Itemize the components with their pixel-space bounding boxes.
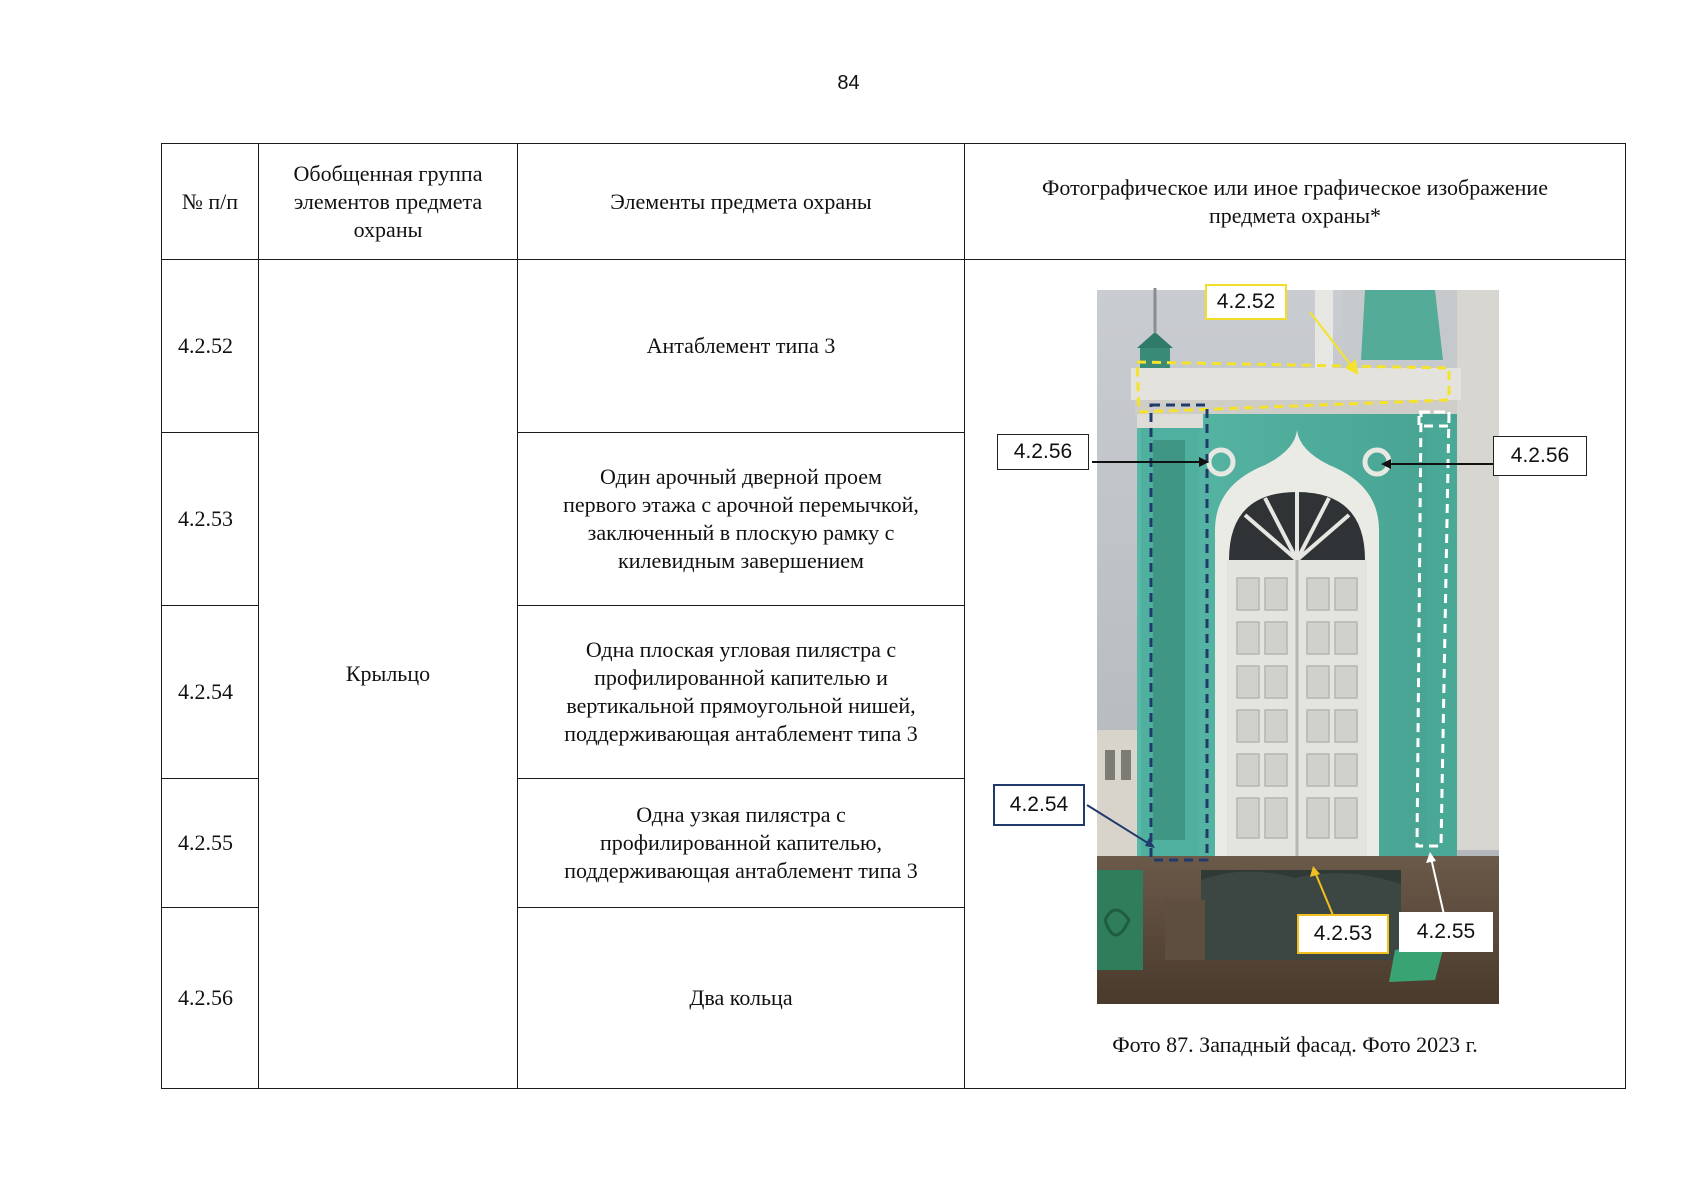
photo-caption: Фото 87. Западный фасад. Фото 2023 г. (1112, 1032, 1478, 1057)
page-number: 84 (837, 72, 860, 94)
element-description: Антаблемент типа 3 (517, 259, 965, 433)
callout-label: 4.2.53 (1297, 914, 1389, 954)
callout-label: 4.2.56 (1493, 436, 1587, 476)
header-num: № п/п (161, 143, 259, 260)
header-photo: Фотографическое или иное графическое изображение предмета охраны* (964, 143, 1626, 260)
facade-photo (965, 260, 1625, 1088)
header-group: Обобщенная группа элементов предмета охраны (258, 143, 518, 260)
callout-label: 4.2.54 (993, 784, 1085, 826)
row-num: 4.2.53 (161, 432, 259, 606)
photo-cell (964, 259, 1626, 1089)
element-description: Один арочный дверной проем первого этажа с арочной перемычкой, заключенный в плоскую рамку с килевидным завершением (517, 432, 965, 606)
photo-image (1097, 288, 1499, 1004)
header-elements: Элементы предмета охраны (517, 143, 965, 260)
element-description: Одна узкая пилястра с профилированной капителью, поддерживающая антаблемент типа 3 (517, 778, 965, 908)
row-num: 4.2.54 (161, 605, 259, 779)
row-num: 4.2.55 (161, 778, 259, 908)
element-description: Два кольца (517, 907, 965, 1089)
row-num: 4.2.56 (161, 907, 259, 1089)
protection-table (161, 143, 1626, 1089)
element-description: Одна плоская угловая пилястра с профилированной капителью и вертикальной прямоугольной нишей, поддерживающая антаблемент типа 3 (517, 605, 965, 779)
callout-label: 4.2.55 (1399, 912, 1493, 952)
callout-label: 4.2.52 (1205, 284, 1287, 320)
group-name: Крыльцо (258, 259, 518, 1089)
callout-label: 4.2.56 (997, 434, 1089, 470)
row-num: 4.2.52 (161, 259, 259, 433)
